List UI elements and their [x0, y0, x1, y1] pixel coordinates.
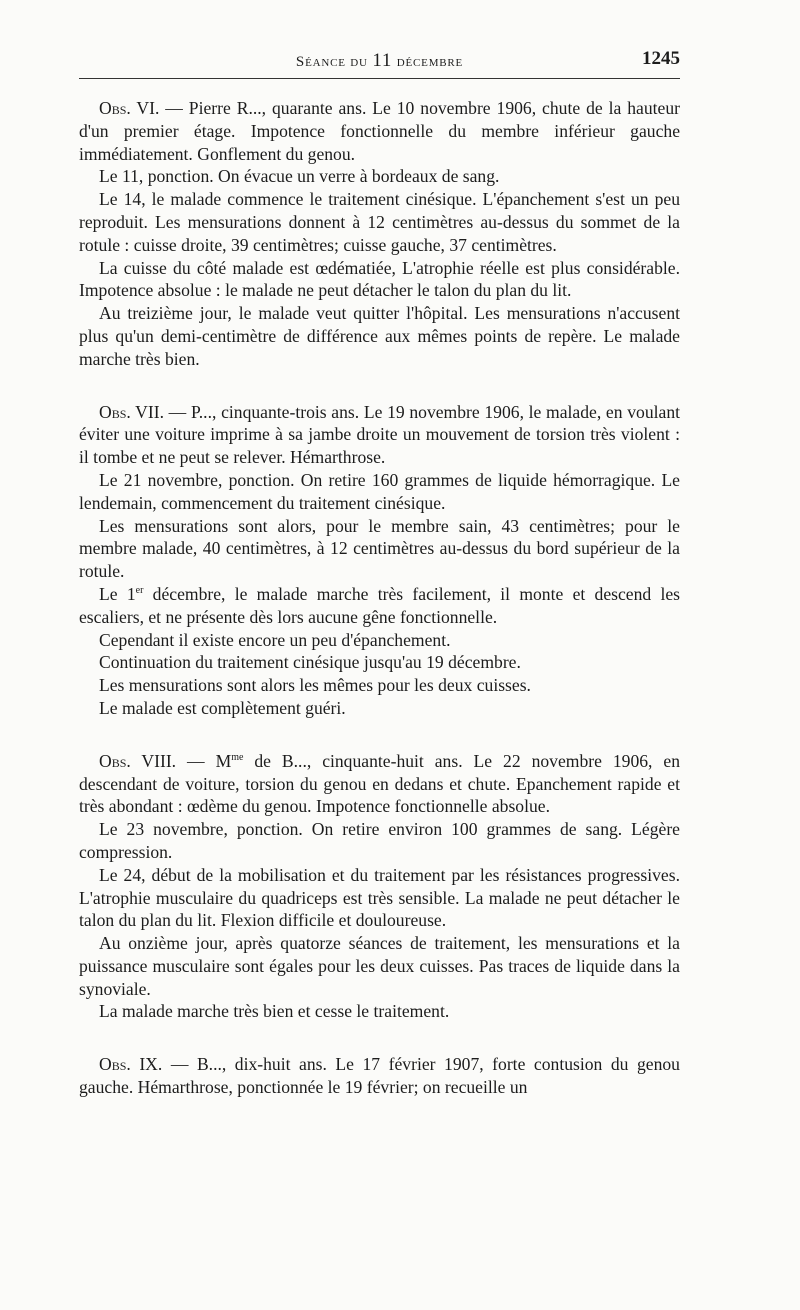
paragraph: Continuation du traitement cinésique jusqu'au 19 décembre.	[99, 652, 521, 673]
paragraph-text: Le 1	[99, 583, 136, 604]
running-title-part: Séance du	[295, 54, 373, 70]
observation-label: Obs. VII.	[99, 401, 164, 422]
paragraph-text: — B..., dix-huit ans. Le 17 février 1907, forte contusion du genou gauche. Hémarthrose, ponctionnée le 19 février; on recueille un	[79, 1054, 680, 1098]
paragraph: Le 23 novembre, ponction. On retire environ 100 grammes de sang. Légère compression.	[79, 819, 680, 862]
paragraph: Au onzième jour, après quatorze séances de traitement, les mensurations et la puissance musculaire sont égales pour les deux cuisses. Pas traces de liquide dans la synoviale.	[79, 933, 680, 999]
paragraph	[79, 583, 680, 629]
paragraph-text: — Pierre R..., quarante ans. Le 10 novembre 1906, chute de la hauteur d'un premier étage. Impotence fonctionnelle du membre inférieur gauche immédiatement. Gonflement du genou.	[79, 98, 680, 164]
paragraph: Le malade est complètement guéri.	[99, 697, 346, 718]
paragraph: La malade marche très bien et cesse le traitement.	[99, 1001, 450, 1022]
paragraph	[79, 750, 680, 818]
running-header	[79, 50, 680, 74]
running-title-part: décembre	[392, 54, 464, 70]
paragraph: Le 21 novembre, ponction. On retire 160 grammes de liquide hémorragique. Le lendemain, commencement du traitement cinésique.	[79, 469, 680, 513]
running-title-day: 11	[372, 50, 393, 71]
ordinal-superscript: er	[135, 585, 144, 597]
paragraph	[79, 401, 680, 469]
observation-vii	[79, 401, 680, 720]
observation-label: Obs. IX.	[99, 1054, 163, 1075]
paragraph-text: de B..., cinquante-huit ans. Le 22 novembre 1906, en descendant de voiture, torsion du genou en dedans et chute. Epanchement rapide et très abondant : œdème du genou. Impotence fonctionnelle absolue.	[79, 750, 680, 817]
paragraph: Le 14, le malade commence le traitement cinésique. L'épanchement s'est un peu reproduit. Les mensurations donnent à 12 centimètres au-dessus du sommet de la rotule : cuisse droite, 39 centimètres; cuisse gauche, 37 centimètres.	[79, 189, 680, 255]
paragraph: Cependant il existe encore un peu d'épanchement.	[99, 629, 451, 650]
paragraph: Les mensurations sont alors, pour le membre sain, 43 centimètres; pour le membre malade, 40 centimètres, à 12 centimètres au-dessus du bord supérieur de la rotule.	[79, 515, 680, 582]
observation-vi	[79, 97, 680, 371]
paragraph: Le 11, ponction. On évacue un verre à bordeaux de sang.	[99, 166, 500, 187]
paragraph-text: décembre, le malade marche très facilement, il monte et descend les escaliers, et ne présente dès lors aucune gêne fonctionnelle.	[79, 583, 680, 627]
paragraph-text: — P..., cinquante-trois ans. Le 19 novembre 1906, le malade, en voulant éviter une voiture imprime à sa jambe droite un mouvement de torsion très violent : il tombe et ne peut se relever. Hémarthrose.	[79, 401, 680, 468]
paragraph: La cuisse du côté malade est œdématiée, L'atrophie réelle est plus considérable. Impotence absolue : le malade ne peut détacher le talon du plan du lit.	[79, 257, 680, 301]
header-rule	[79, 78, 680, 79]
paragraph	[79, 1053, 680, 1099]
paragraph: Les mensurations sont alors les mêmes pour les deux cuisses.	[99, 675, 531, 696]
observation-label: Obs. VI.	[99, 98, 160, 118]
paragraph: Le 24, début de la mobilisation et du traitement par les résistances progressives. L'atrophie musculaire du quadriceps est très sensible. La malade ne peut détacher le talon du plan du lit. Flexion difficile et douloureuse.	[79, 864, 680, 931]
observation-label: Obs. VIII.	[99, 750, 177, 771]
document-page	[79, 50, 680, 1099]
page-body	[79, 97, 680, 1099]
title-superscript: me	[231, 751, 244, 763]
page-number: 1245	[642, 48, 680, 69]
running-title	[79, 50, 680, 72]
observation-ix	[79, 1053, 680, 1099]
observation-viii	[79, 750, 680, 1024]
paragraph	[79, 97, 680, 165]
paragraph-text: — M	[176, 750, 232, 771]
paragraph: Au treizième jour, le malade veut quitter l'hôpital. Les mensurations n'accusent plus qu'un demi-centimètre de différence aux mêmes points de repère. Le malade marche très bien.	[79, 303, 680, 369]
